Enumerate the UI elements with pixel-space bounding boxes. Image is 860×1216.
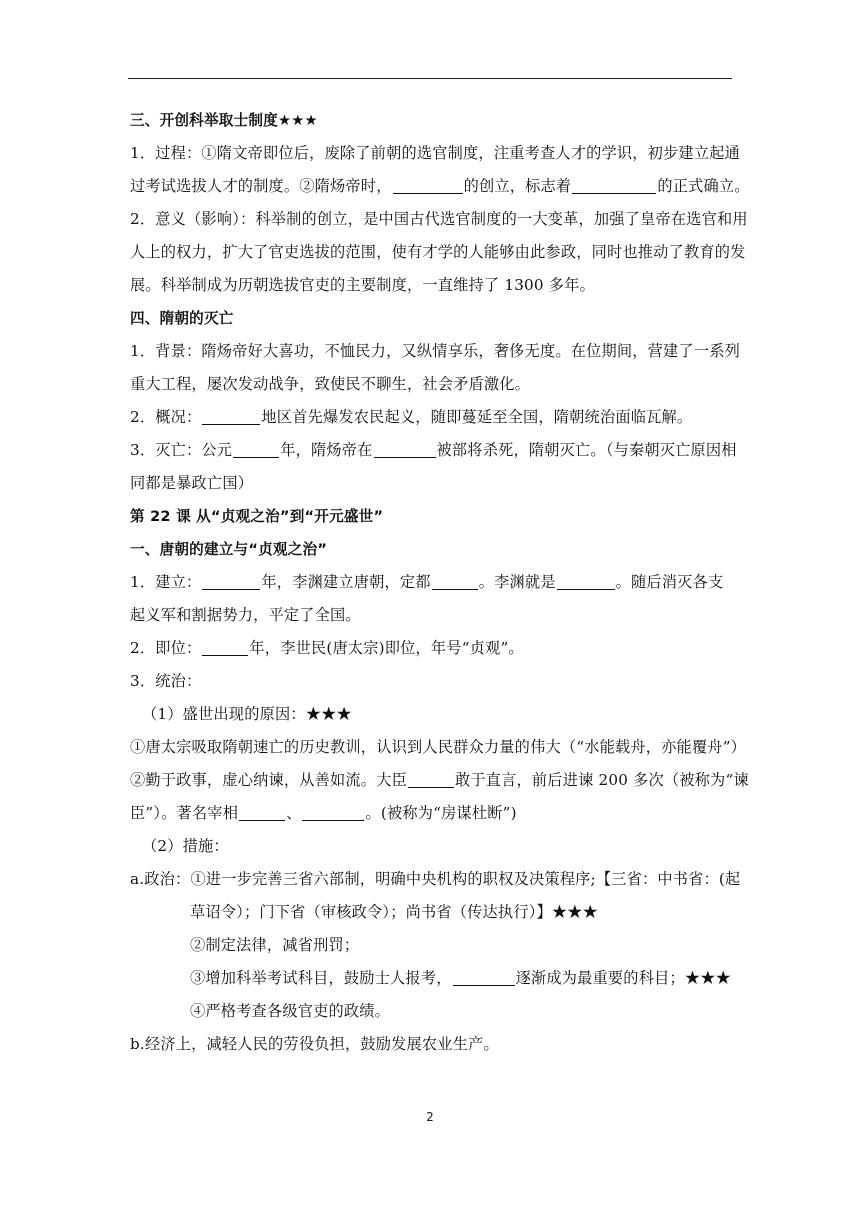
document-body [130,104,750,1061]
fill-blank[interactable] [302,804,364,821]
paragraph-line: ②制定法律，减省刑罚； [190,936,360,954]
paragraph-line: 同都是暴政亡国） [130,474,254,492]
heading-sui-fall: 四、隋朝的灭亡 [130,310,234,327]
paragraph-line: 展。科举制成为历朝选拔官吏的主要制度，一直维持了 1300 多年。 [130,276,595,294]
fill-blank[interactable] [572,177,656,194]
fill-blank[interactable] [453,969,515,986]
fill-blank[interactable] [202,573,260,590]
paragraph-line: 2．概况： 地区首先爆发农民起义，随即蔓延至全国，隋朝统治面临瓦解。 [130,408,693,426]
paragraph-line: 人上的权力，扩大了官吏选拔的范围，使有才学的人能够由此参政，同时也推动了教育的发 [130,243,746,261]
paragraph-line: 2．即位： 年，李世民(唐太宗)即位，年号“贞观”。 [130,639,524,657]
page-number: 2 [426,1110,434,1124]
paragraph-line: 过考试选拔人才的制度。②隋炀帝时， 的创立，标志着 的正式确立。 [130,177,750,195]
fill-blank[interactable] [432,573,478,590]
paragraph-line: ④严格考查各级官吏的政绩。 [190,1002,391,1020]
paragraph-line: b.经济上，减轻人民的劳役负担，鼓励发展农业生产。 [130,1035,499,1053]
fill-blank[interactable] [202,408,260,425]
heading-lesson-22: 第 22 课 从“贞观之治”到“开元盛世” [130,508,384,525]
paragraph-line: ①唐太宗吸取隋朝速亡的历史教训，认识到人民群众力量的伟大（“水能载舟，亦能覆舟”） [130,738,747,756]
paragraph-line: 1．过程：①隋文帝即位后，废除了前朝的选官制度，注重考查人才的学识，初步建立起通 [130,144,740,162]
paragraph-line: 重大工程，屡次发动战争，致使民不聊生，社会矛盾激化。 [130,375,531,393]
paragraph-line: 1．建立： 年，李渊建立唐朝，定都 。李渊就是 。随后消灭各支 [130,573,724,591]
paragraph-line: 起义军和割据势力，平定了全国。 [130,606,361,624]
fill-blank[interactable] [393,177,463,194]
paragraph-line: 1．背景：隋炀帝好大喜功，不恤民力，又纵情享乐，奢侈无度。在位期间，营建了一系列 [130,342,740,360]
header-rule [128,78,732,79]
fill-blank[interactable] [202,639,248,656]
heading-keju: 三、开创科举取士制度★★★ [130,112,318,129]
fill-blank[interactable] [557,573,615,590]
fill-blank[interactable] [239,804,285,821]
fill-blank[interactable] [374,441,436,458]
paragraph-line: ②勤于政事，虚心纳谏，从善如流。大臣 敢于直言，前后进谏 200 多次（被称为“谏 [130,771,749,789]
fill-blank[interactable] [233,441,279,458]
paragraph-line: 臣”）。著名宰相 、 。(被称为“房谋杜断”) [130,804,517,822]
paragraph-line: ③增加科举考试科目，鼓励士人报考， 逐渐成为最重要的科目；★★★ [190,969,732,987]
heading-tang-founding: 一、唐朝的建立与“贞观之治” [130,541,328,558]
paragraph-line: 3．灭亡：公元 年，隋炀帝在 被部将杀死，隋朝灭亡。（与秦朝灭亡原因相 [130,441,737,459]
paragraph-line: 3．统治： [130,672,202,690]
paragraph-line: （2）措施： [142,837,229,855]
paragraph-line: （1）盛世出现的原因：★★★ [142,705,352,723]
paragraph-line: a.政治：①进一步完善三省六部制，明确中央机构的职权及决策程序;【三省：中书省：(起 [130,870,741,888]
paragraph-line: 草诏令）；门下省（审核政令）；尚书省（传达执行）】★★★ [190,903,599,921]
paragraph-line: 2．意义（影响）：科举制的创立，是中国古代选官制度的一大变革，加强了皇帝在选官和用 [130,210,748,228]
fill-blank[interactable] [408,771,454,788]
